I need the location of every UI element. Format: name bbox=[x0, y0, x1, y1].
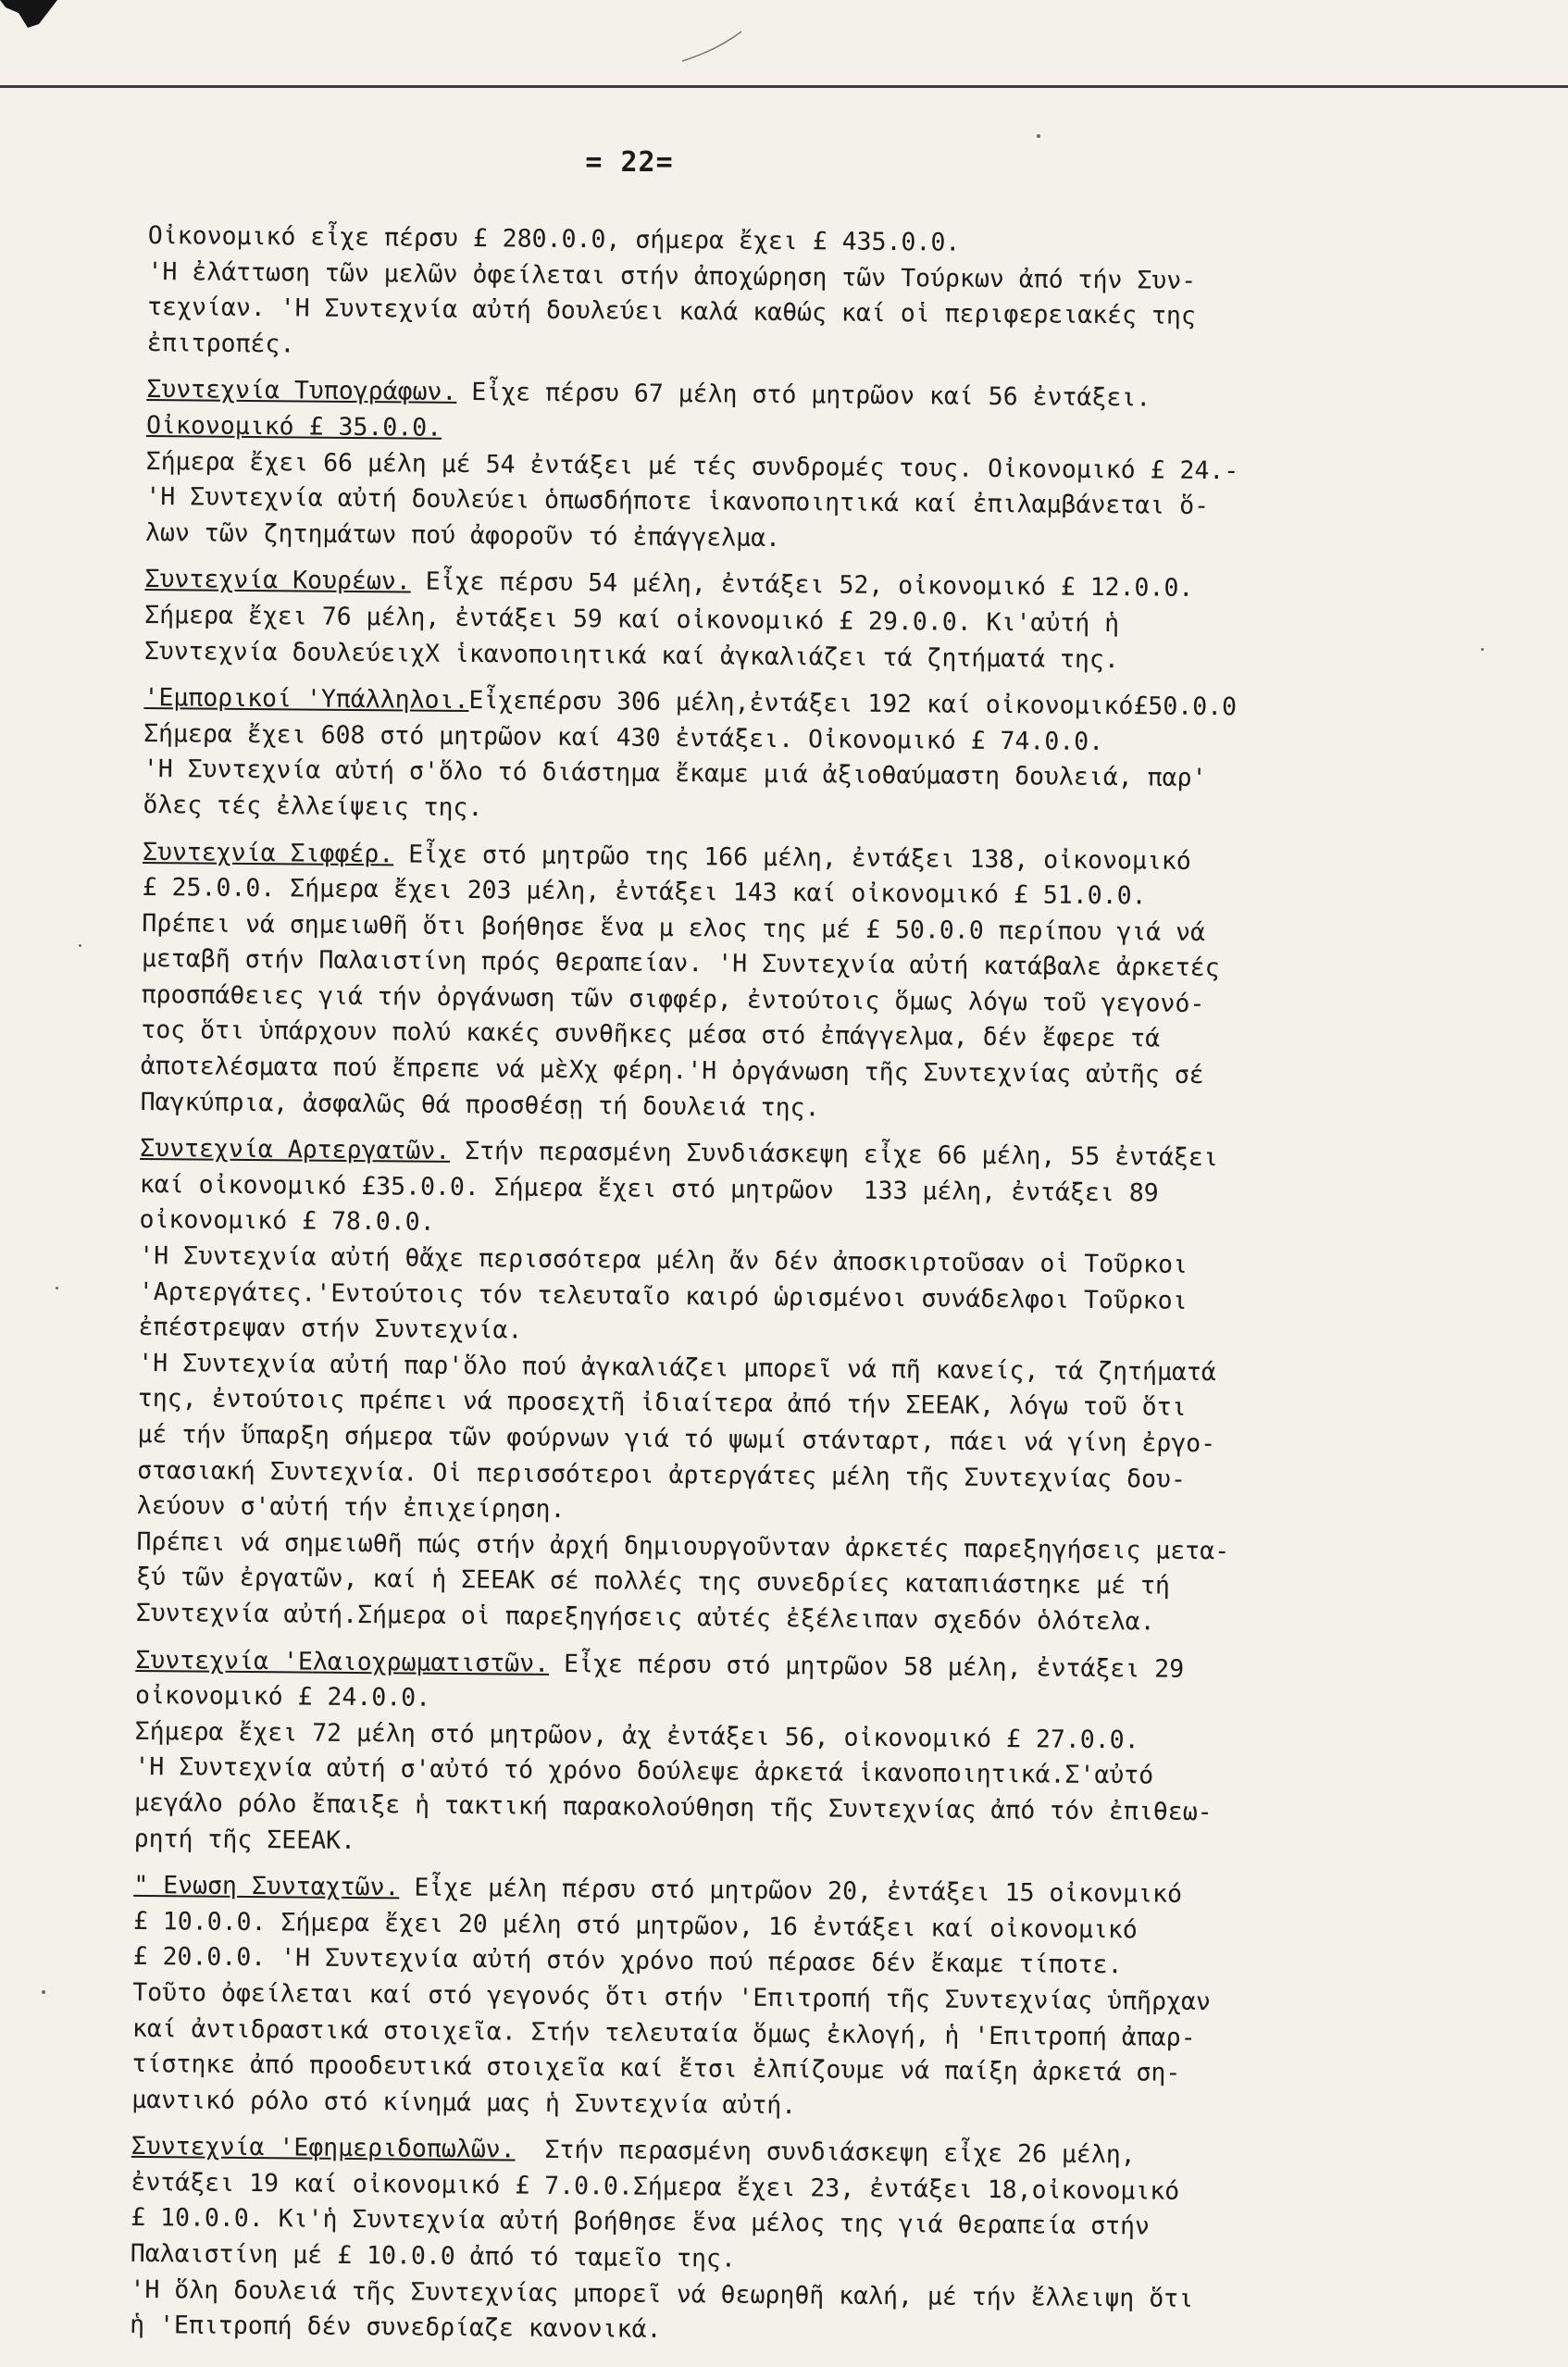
section-heading: Συντεχνία Τυπογράφων. bbox=[146, 375, 456, 406]
line-text: 'Αρτεργάτες.'Εντούτοις τόν τελευταῖο καιρό ὡρισμένοι συνάδελφοι Τοῦρκοι bbox=[139, 1277, 1188, 1315]
line-text: μαντικό ρόλο στό κίνημά μας ἡ Συντεχνία αὐτή. bbox=[131, 2086, 796, 2120]
section-heading: Συντεχνία 'Ελαιοχρωματιστῶν. bbox=[135, 1646, 549, 1678]
line-text: £ 10.0.0. Κι'ἡ Συντεχνία αὐτή βοήθησε ἕνα μέλος της γιά θεραπεία στήν bbox=[131, 2203, 1150, 2241]
section-heading: Συντεχνία Κουρέων. bbox=[144, 565, 410, 596]
line-text: £ 20.0.0. 'Η Συντεχνία αὐτή στόν χρόνο πού πέρασε δέν ἔκαμε τίποτε. bbox=[132, 1942, 1122, 1979]
line-text: Στήν περασμένη Συνδιάσκεψη εἶχε 66 μέλη, 55 ἐντάξει bbox=[450, 1137, 1218, 1172]
top-rule bbox=[0, 85, 1568, 88]
line-text: Εἶχε πέρσυ 67 μέλη στό μητρῶον καί 56 ἐντάξει. bbox=[456, 378, 1151, 413]
line-text: Πρέπει νά σημειωθῆ ὅτι βοήθησε ἕνα μ ελος της μέ £ 50.0.0 περίπου γιά νά bbox=[142, 909, 1205, 947]
line-text: £ 25.0.0. Σήμερα ἔχει 203 μέλη, ἐντάξει 143 καί οἰκονομικό £ 51.0.0. bbox=[143, 873, 1147, 910]
line-text: £ 10.0.0. Σήμερα ἔχει 20 μέλη στό μητρῶον, 16 ἐντάξει καί οἰκονομικό bbox=[133, 1907, 1138, 1944]
line-text: Συντεχνία δουλεύειχΧ ἱκανοποιητικά καί ἀγκαλιάζει τά ζητήματά της. bbox=[144, 637, 1119, 674]
paragraph bbox=[143, 680, 1532, 835]
line-text: τίστηκε ἀπό προοδευτικά στοιχεῖα καί ἔτσι ἐλπίζουμε νά παίξη ἀρκετά ση- bbox=[131, 2049, 1180, 2087]
line-text: Σήμερα ἔχει 608 στό μητρῶον καί 430 ἐντάξει. Οἰκονομικό £ 74.0.0. bbox=[143, 719, 1103, 756]
section-heading: Συντεχνία Αρτεργατῶν. bbox=[140, 1134, 450, 1165]
line-text: οἰκονομικό £ 78.0.0. bbox=[139, 1205, 434, 1237]
line-text: καί οἰκονομικό £35.0.0. Σήμερα ἔχει στό μητρῶον 133 μέλη, ἐντάξει 89 bbox=[140, 1170, 1159, 1208]
line-text: Σήμερα ἔχει 72 μέλη στό μητρῶον, ἀχ ἐντάξει 56, οἰκονομικό £ 27.0.0. bbox=[135, 1717, 1139, 1754]
line-text: 'Η Συντεχνία αὐτή δουλεύει ὁπωσδήποτε ἱκανοποιητικά καί ἐπιλαμβάνεται ὅ- bbox=[145, 482, 1209, 520]
paragraph bbox=[147, 218, 1537, 373]
line-text: Σήμερα ἔχει 66 μέλη μέ 54 ἐντάξει μέ τές συνδρομές τους. Οἰκονομικό £ 24.- bbox=[146, 447, 1239, 485]
section-heading: Συντεχνία 'Εφημεριδοπωλῶν. bbox=[131, 2132, 516, 2164]
line-text: Εἶχε πέρσυ στό μητρῶον 58 μέλη, ἐντάξει 29 bbox=[549, 1649, 1184, 1683]
line-text: Στήν περασμένη συνδιάσκεψη εἶχε 26 μέλη, bbox=[516, 2136, 1136, 2170]
line-text: μεγάλο ρόλο ἔπαιξε ἡ τακτική παρακολούθηση τῆς Συντεχνίας ἀπό τόν ἐπιθεω- bbox=[134, 1788, 1213, 1826]
line-text: ξύ τῶν ἐργατῶν, καί ἡ ΣΕΕΑΚ σέ πολλές της συνεδρίες καταπιάστηκε μέ τή bbox=[136, 1563, 1170, 1601]
line-text: ἐντάξει 19 καί οἰκονομικό £ 7.0.0.Σήμερα ἔχει 23, ἐντάξει 18,οἰκονομικό bbox=[131, 2168, 1179, 2206]
line-text: Εἶχεπέρσυ 306 μέλη,ἐντάξει 192 καί οἰκονομικό£50.0.0 bbox=[468, 686, 1237, 721]
line-text: ἡ 'Επιτροπή δέν συνεδρίαζε κανονικά. bbox=[130, 2311, 662, 2344]
line-text: Παγκύπρια, ἀσφαλῶς θά προσθέσῃ τή δουλειά της. bbox=[141, 1088, 820, 1122]
paragraph bbox=[131, 1868, 1522, 2130]
paragraph bbox=[144, 562, 1534, 681]
speck bbox=[1481, 648, 1484, 651]
line-text: οἰκονομικό £ 24.0.0. bbox=[135, 1681, 430, 1713]
speck bbox=[42, 1990, 45, 1994]
line-text: Εἶχε μέλη πέρσυ στό μητρῶον 20, ἐντάξει 15 οἰκονμικό bbox=[399, 1874, 1182, 1909]
line-text: 'Η Συντεχνία αὐτή σ'αὐτό τό χρόνο δούλεψε ἀρκετά ἱκανοποιητικά.Σ'αὐτό bbox=[134, 1752, 1153, 1790]
line-text: τεχνίαν. 'Η Συντεχνία αὐτή δουλεύει καλά καθώς καί οἱ περιφερειακές της bbox=[147, 293, 1196, 330]
line-text: μεταβῆ στήν Παλαιστίνη πρός θεραπείαν. 'Η Συντεχνία αὐτή κατάβαλε ἀρκετές bbox=[142, 944, 1220, 982]
speck bbox=[79, 944, 81, 947]
line-text: ἐπιτροπές. bbox=[147, 329, 295, 358]
speck bbox=[56, 1287, 58, 1289]
paragraph bbox=[136, 1131, 1529, 1643]
line-text: λεύουν σ'αὐτή τήν ἐπιχείρηση. bbox=[137, 1491, 566, 1524]
line-text: μέ τήν ὕπαρξη σήμερα τῶν φούρνων γιά τό ψωμί στάνταρτ, πάει νά γίνη ἐργο- bbox=[137, 1420, 1215, 1458]
line-text: λων τῶν ζητημάτων πού ἀφοροῦν τό ἐπάγγελμα. bbox=[145, 518, 780, 553]
line-text: 'Η ἐλάττωση τῶν μελῶν ὀφείλεται στήν ἀποχώρηση τῶν Τούρκων ἀπό τήν Συν- bbox=[147, 257, 1196, 295]
line-text: καί ἀντιδραστικά στοιχεῖα. Στήν τελευταία ὅμως ἐκλογή, ἡ 'Επιτροπή ἀπαρ- bbox=[132, 2013, 1196, 2051]
line-text: της, ἐντούτοις πρέπει νά προσεχτῆ ἰδιαίτερα ἀπό τήν ΣΕΕΑΚ, λόγω τοῦ ὅτι bbox=[138, 1384, 1187, 1422]
pen-stroke bbox=[680, 28, 745, 65]
line-text: στασιακή Συντεχνία. Οἱ περισσότεροι ἀρτεργάτες μέλη τῆς Συντεχνίας δου- bbox=[137, 1456, 1186, 1494]
speck bbox=[1037, 134, 1040, 138]
line-text: ἀποτελέσματα πού ἔπρεπε νά μὲΧχ φέρη.'Η ὀργάνωση τῆς Συντεχνίας αὐτῆς σέ bbox=[141, 1052, 1204, 1090]
line-text: Εἶχε στό μητρῶο της 166 μέλη, ἐντάξει 138, οἰκονομικό bbox=[393, 840, 1191, 876]
line-text: ἐπέστρεψαν στήν Συντεχνία. bbox=[138, 1313, 522, 1345]
line-text: ὅλες τές ἐλλείψεις της. bbox=[143, 791, 482, 822]
line-text: Συντεχνία αὐτή.Σήμερα οἱ παρεξηγήσεις αὐτές ἐξέλειπαν σχεδόν ὁλότελα. bbox=[136, 1599, 1155, 1637]
paragraph bbox=[134, 1643, 1524, 1870]
line-text: 'Η Συντεχνία αὐτή σ'ὅλο τό διάστημα ἔκαμε μιά ἀξιοθαύμαστη δουλειά, παρ' bbox=[143, 754, 1207, 792]
line-text: Πρέπει νά σημειωθῆ πώς στήν ἀρχή δημιουργοῦνταν ἀρκετές παρεξηγήσεις μετα- bbox=[136, 1527, 1229, 1565]
paragraph bbox=[130, 2129, 1520, 2356]
section-heading: 'Εμπορικοί 'Υπάλληλοι. bbox=[143, 683, 468, 715]
paragraph bbox=[145, 372, 1536, 563]
document-body bbox=[130, 218, 1537, 2367]
line-text: Τοῦτο ὀφείλεται καί στό γεγονός ὅτι στήν 'Επιτροπή τῆς Συντεχνίας ὑπῆρχαν bbox=[132, 1978, 1211, 2016]
section-heading: Συντεχνία Σιφφέρ. bbox=[143, 837, 393, 867]
line-text: τος ὅτι ὑπάρχουν πολύ κακές συνθῆκες μέσα στό ἐπάγγελμα, δέν ἔφερε τά bbox=[141, 1015, 1160, 1053]
line-text: Εἶχε πέρσυ 54 μέλη, ἐντάξει 52, οἰκονομικό £ 12.0.0. bbox=[411, 567, 1194, 603]
line-text: ρητή τῆς ΣΕΕΑΚ. bbox=[134, 1824, 356, 1854]
line-text: Παλαιστίνη μέ £ 10.0.0 ἀπό τό ταμεῖο της. bbox=[131, 2239, 736, 2274]
line-text: Σήμερα ἔχει 76 μέλη, ἐντάξει 59 καί οἰκονομικό £ 29.0.0. Κι'αὐτή ἡ bbox=[144, 601, 1119, 638]
line-text: Οἰκονομικό εἶχε πέρσυ £ 280.0.0, σήμερα ἔχει £ 435.0.0. bbox=[148, 221, 961, 257]
corner-ink-mark bbox=[0, 0, 65, 31]
paragraph bbox=[140, 834, 1531, 1132]
line-text: προσπάθειες γιά τήν ὀργάνωση τῶν σιφφέρ, ἐντούτοις ὅμως λόγω τοῦ γεγονό- bbox=[142, 980, 1205, 1018]
page-number: = 22= bbox=[555, 146, 703, 179]
line-text: 'Η Συντεχνία αὐτή παρ'ὅλο πού ἀγκαλιάζει μπορεῖ νά πῆ κανείς, τά ζητήματά bbox=[138, 1349, 1216, 1387]
line-text: 'Η Συντεχνία αὐτή θἄχε περισσότερα μέλη ἄν δέν ἀποσκιρτοῦσαν οἱ Τοῦρκοι bbox=[139, 1241, 1188, 1279]
section-heading: Οἰκονομικό £ 35.0.0. bbox=[146, 411, 442, 442]
line-text: 'Η ὅλη δουλειά τῆς Συντεχνίας μπορεῖ νά θεωρηθῆ καλή, μέ τήν ἔλλειψη ὅτι bbox=[130, 2275, 1193, 2313]
section-heading: " Ενωση Συνταχτῶν. bbox=[133, 1871, 399, 1902]
